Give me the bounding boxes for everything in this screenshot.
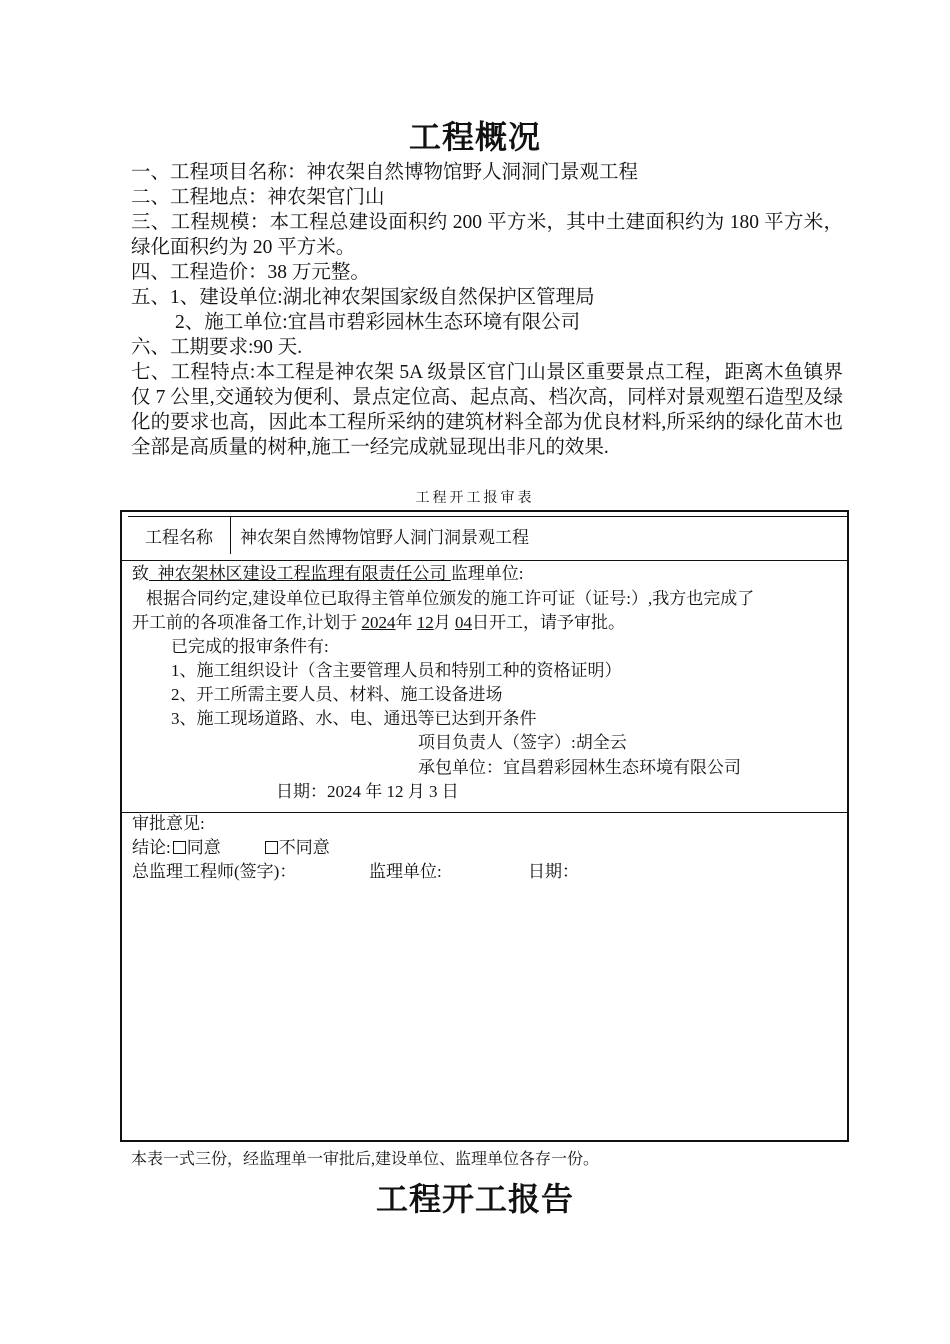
review-title: 审批意见: [132, 814, 205, 833]
application-section [122, 560, 847, 813]
conclusion-label: 结论: [132, 838, 171, 857]
month-unit: 月 [433, 613, 451, 632]
overview-title: 工程概况 [408, 119, 541, 155]
agree-label: 同意 [186, 838, 221, 857]
overview-builder: 五、1、建设单位:湖北神农架国家级自然保护区管理局 [131, 287, 595, 308]
agree-checkbox[interactable] [173, 841, 186, 854]
application-date: 日期：2024 年 12 月 3 日 [276, 782, 459, 801]
footer-note: 本表一式三份，经监理单一审批后,建设单位、监理单位各存一份。 [131, 1151, 600, 1168]
chief-engineer-signature: 总监理工程师(签字)： [132, 862, 297, 881]
condition-2: 2、开工所需主要人员、材料、施工设备进场 [171, 685, 503, 704]
contractor-unit: 承包单位：宜昌碧彩园林生态环境有限公司 [418, 758, 741, 777]
start-year: 2024 [361, 613, 396, 632]
form-caption: 工程开工报审表 [415, 491, 535, 506]
report-title: 工程开工报告 [375, 1181, 574, 1217]
disagree-checkbox[interactable] [265, 841, 278, 854]
completed-title: 已完成的报审条件有: [171, 637, 329, 656]
disagree-label: 不同意 [278, 838, 330, 857]
overview-location: 二、工程地点：神农架官门山 [131, 187, 385, 208]
start-application-form [120, 510, 849, 1142]
project-leader-signature: 项目负责人（签字）:胡全云 [418, 733, 627, 752]
overview-cost: 四、工程造价：38 万元整。 [131, 262, 370, 283]
start-day: 04 [455, 613, 472, 632]
plan-text: 开工前的各项准备工作,计划于 [132, 613, 358, 632]
year-unit: 年 [395, 613, 413, 632]
project-name-value: 神农架自然博物馆野人洞门洞景观工程 [240, 528, 529, 547]
project-name-row [122, 512, 847, 561]
overview-features: 七、工程特点:本工程是神农架 5A 级景区官门山景区重要景点工程，距离木鱼镇界仅 7 公里,交通较为便利、景点定位高、起点高、档次高，同样对景观塑石造型及绿化的要求也高，因此本工程所采纳的建筑材料全部为优良材料,所采纳的绿化苗木也全部是高质量的树种,施工一经完成就显现出非凡的效果. [131, 362, 843, 458]
body-line-b [132, 611, 625, 635]
addressee-prefix: 致 [132, 564, 149, 583]
overview-duration: 六、工期要求:90 天. [131, 337, 303, 358]
overview-contractor: 2、施工单位:宜昌市碧彩园林生态环境有限公司 [175, 312, 581, 333]
overview-project-name: 一、工程项目名称：神农架自然博物馆野人洞洞门景观工程 [131, 162, 639, 183]
condition-3: 3、施工现场道路、水、电、通迅等已达到开条件 [171, 709, 537, 728]
request-text: 日开工，请予审批。 [472, 613, 625, 632]
addressee-suffix: 监理单位: [450, 564, 524, 583]
body-line-a: 根据合同约定,建设单位已取得主管单位颁发的施工许可证（证号:）,我方也完成了 [146, 589, 755, 608]
review-date: 日期： [528, 862, 579, 881]
project-name-label: 工程名称 [128, 516, 231, 554]
conclusion-line [132, 836, 330, 860]
overview-section [131, 160, 843, 460]
review-supervisor-unit: 监理单位: [369, 862, 442, 881]
overview-scale: 三、工程规模：本工程总建设面积约 200 平方米，其中土建面积约为 180 平方米，绿化面积约为 20 平方米。 [131, 212, 843, 258]
condition-1: 1、施工组织设计（含主要管理人员和特别工种的资格证明） [171, 661, 622, 680]
addressee-unit: 神农架林区建设工程监理有限责任公司 [149, 564, 451, 583]
start-month: 12 [416, 613, 434, 632]
addressee-line [132, 562, 523, 586]
